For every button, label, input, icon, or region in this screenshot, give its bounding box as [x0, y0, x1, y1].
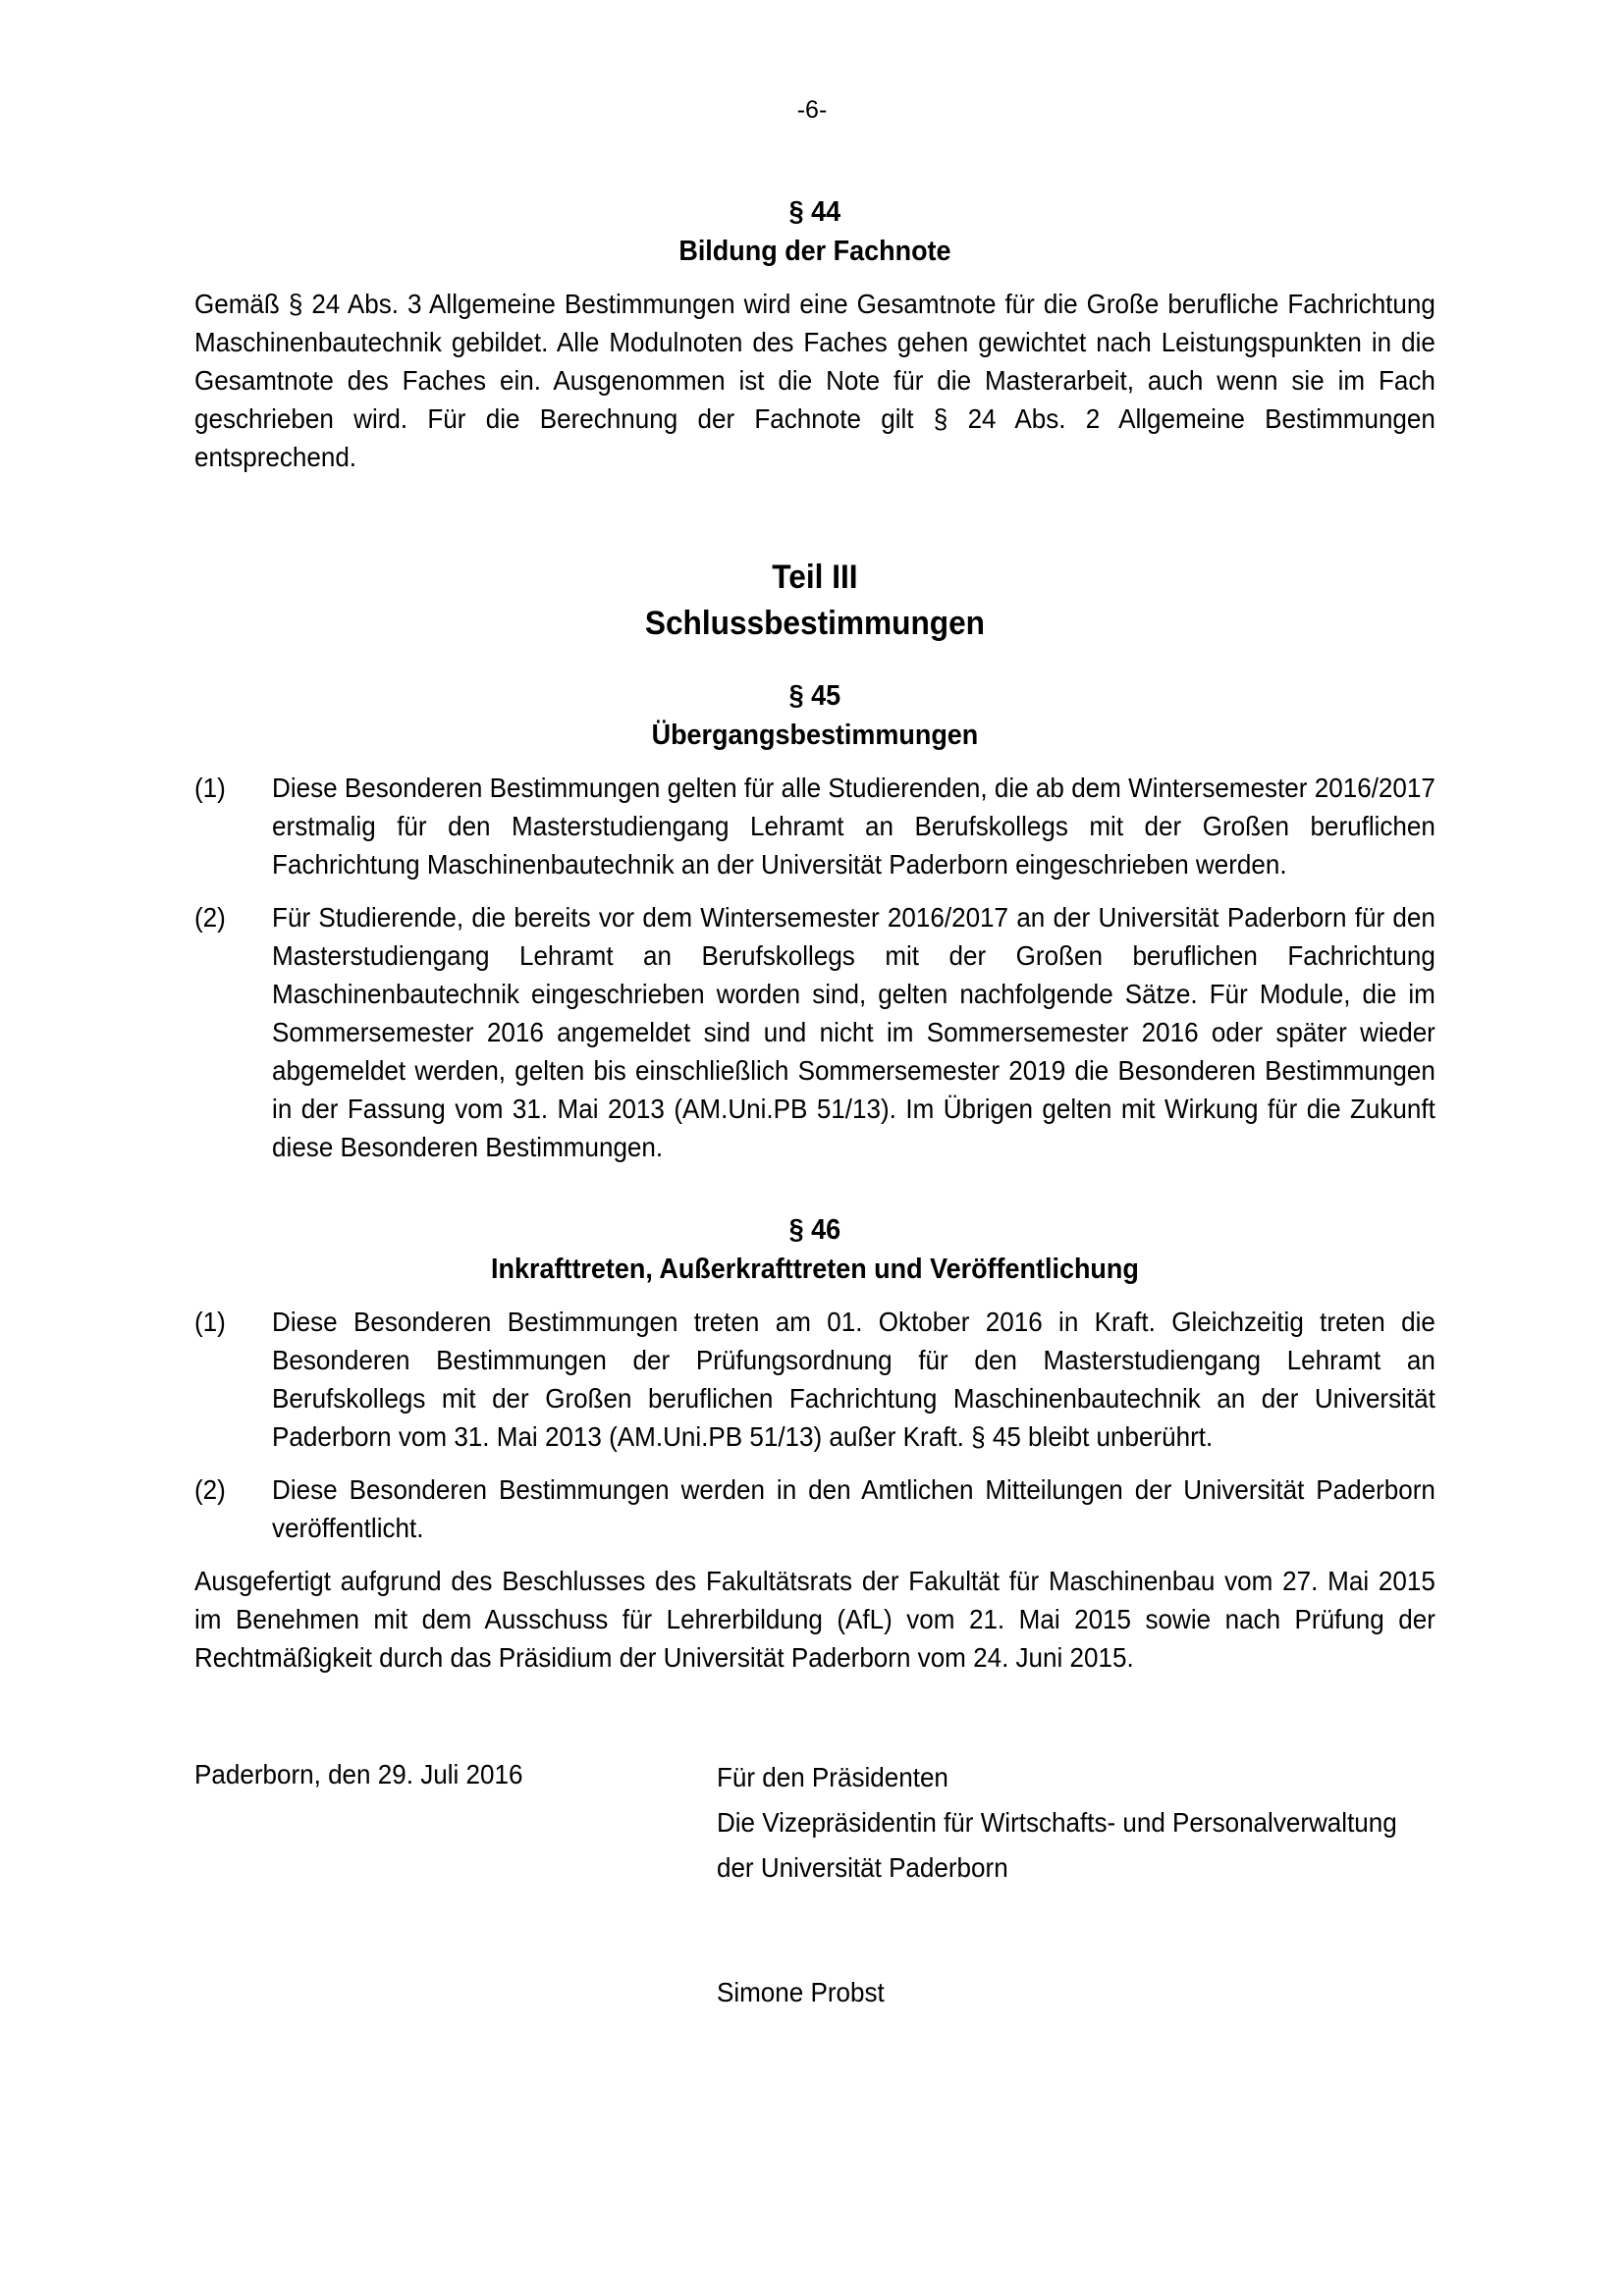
- section-45-title: Übergangsbestimmungen: [651, 720, 979, 751]
- document-content: [194, 192, 1435, 2010]
- section-46-title: Inkrafttreten, Außerkrafttreten und Veröffentlichung: [491, 1254, 1139, 1285]
- section-44-text: Gemäß § 24 Abs. 3 Allgemeine Bestimmungen wird eine Gesamtnote für die Große berufliche Fachrichtung Maschinenbautechnik gebildet. Alle Modulnoten des Faches gehen gewichtet nach Leistungspunkten in die Gesamtnote des Faches ein. Ausgenommen ist die Note für die Masterarbeit, auch wenn sie im Fach geschrieben wird. Für die Berechnung der Fachnote gilt § 24 Abs. 2 Allgemeine Bestimmungen entsprechend.: [194, 289, 1435, 472]
- place-date: Paderborn, den 29. Juli 2016: [194, 1759, 523, 1789]
- item-number: (1): [194, 773, 226, 803]
- signatory-line-3: der Universität Paderborn: [716, 1852, 1008, 1883]
- signatory-title: [717, 1755, 1397, 1891]
- section-46-number: § 46: [788, 1214, 841, 1246]
- part-3-subtitle: Schlussbestimmungen: [644, 605, 986, 642]
- item-text: Diese Besonderen Bestimmungen werden in den Amtlichen Mitteilungen der Universität Paderborn veröffentlicht.: [272, 1474, 1435, 1543]
- signature-block: [194, 1755, 1435, 2010]
- signatory-line-2: Die Vizepräsidentin für Wirtschafts- und Personalverwaltung: [716, 1807, 1397, 1838]
- signatory-name: Simone Probst: [716, 1977, 885, 2007]
- item-text: Diese Besonderen Bestimmungen treten am 01. Oktober 2016 in Kraft. Gleichzeitig treten die Besonderen Bestimmungen der Prüfungsordnung für den Masterstudiengang Lehramt an Berufskollegs mit der Großen beruflichen Fachrichtung Maschinenbautechnik an der Universität Paderborn vom 31. Mai 2013 (AM.Uni.PB 51/13) außer Kraft. § 45 bleibt unberührt.: [272, 1307, 1435, 1452]
- item-text: Diese Besonderen Bestimmungen gelten für alle Studierenden, die ab dem Wintersemester 2016/2017 erstmalig für den Masterstudiengang Lehramt an Berufskollegs mit der Großen beruflichen Fachrichtung Maschinenbautechnik an der Universität Paderborn eingeschrieben werden.: [272, 773, 1435, 880]
- section-44-number: § 44: [788, 196, 841, 228]
- item-number: (2): [194, 902, 226, 933]
- page-number: -6-: [796, 96, 828, 124]
- section-45-item-2: [194, 898, 1435, 1166]
- section-45-item-1: [194, 769, 1435, 883]
- closing-statement: Ausgefertigt aufgrund des Beschlusses des Fakultätsrats der Fakultät für Maschinenbau vom 27. Mai 2015 im Benehmen mit dem Ausschuss für Lehrerbildung (AfL) vom 21. Mai 2015 sowie nach Prüfung der Rechtmäßigkeit durch das Präsidium der Universität Paderborn vom 24. Juni 2015.: [194, 1566, 1435, 1673]
- section-44-title: Bildung der Fachnote: [678, 236, 951, 267]
- section-46-item-1: [194, 1303, 1435, 1456]
- item-text: Für Studierende, die bereits vor dem Wintersemester 2016/2017 an der Universität Paderborn für den Masterstudiengang Lehramt an Berufskollegs mit der Großen beruflichen Fachrichtung Maschinenbautechnik eingeschrieben worden sind, gelten nachfolgende Sätze. Für Module, die im Sommersemester 2016 angemeldet sind und nicht im Sommersemester 2016 oder später wieder abgemeldet werden, gelten bis einschließlich Sommersemester 2019 die Besonderen Bestimmungen in der Fassung vom 31. Mai 2013 (AM.Uni.PB 51/13). Im Übrigen gelten mit Wirkung für die Zukunft diese Besonderen Bestimmungen.: [272, 902, 1435, 1162]
- part-3-title: Teil III: [772, 559, 858, 596]
- section-45-number: § 45: [788, 680, 841, 712]
- item-number: (1): [194, 1307, 226, 1337]
- signatory-line-1: Für den Präsidenten: [716, 1762, 948, 1792]
- item-number: (2): [194, 1474, 226, 1505]
- section-46-item-2: [194, 1470, 1435, 1547]
